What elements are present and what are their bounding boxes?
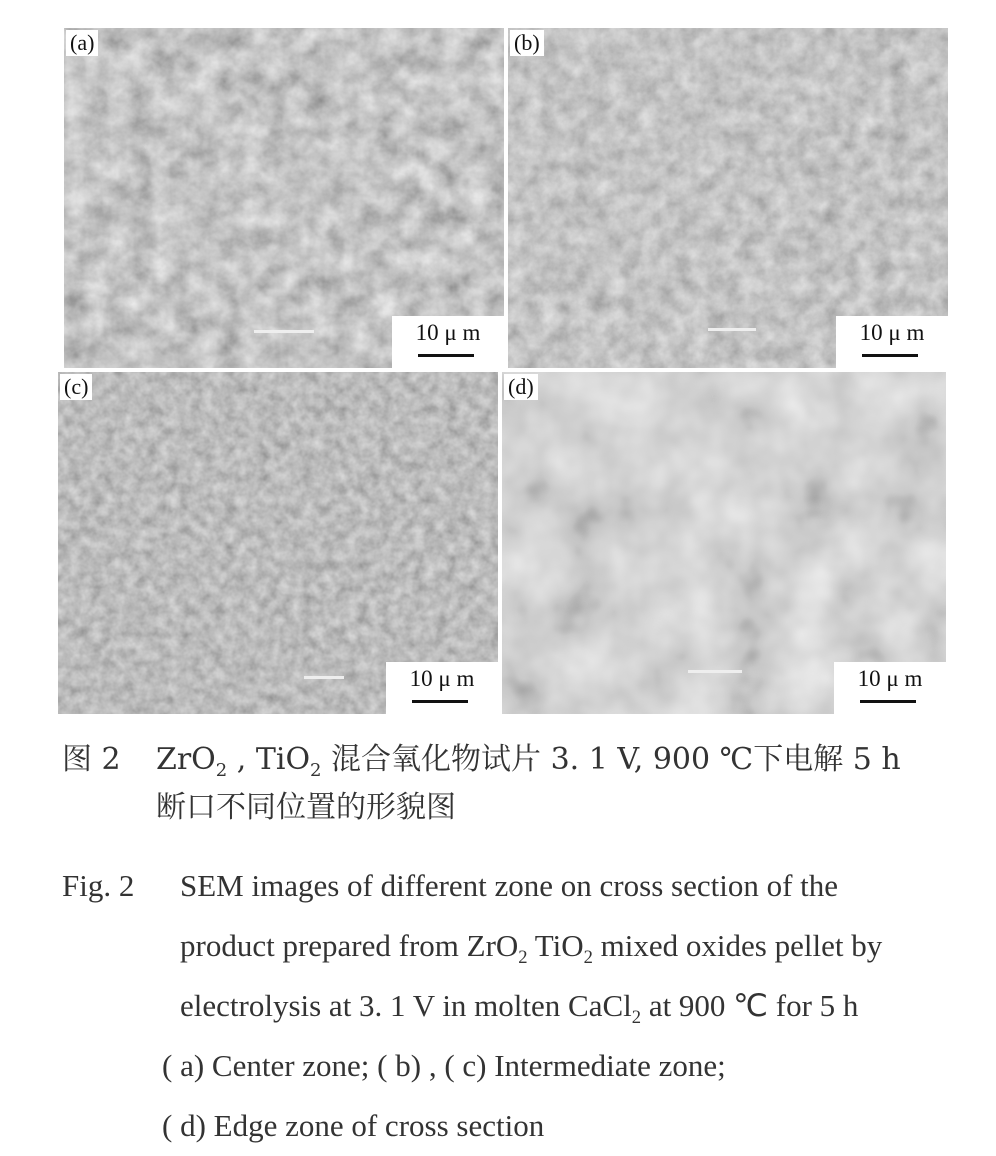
caption-cn-text-1b: , TiO xyxy=(227,742,311,777)
embedded-scale-bar xyxy=(708,328,756,331)
caption-english xyxy=(62,856,952,1156)
caption-cn-sub-1: 2 xyxy=(215,760,228,781)
caption-en-line-3 xyxy=(62,976,952,1036)
caption-en-sub-2b: 2 xyxy=(583,947,593,969)
scale-box-c xyxy=(386,662,498,714)
caption-en-text-1: SEM images of different zone on cross section of the xyxy=(180,868,839,903)
embedded-scale-bar xyxy=(304,676,344,679)
caption-en-sub-2a: 2 xyxy=(518,947,528,969)
caption-en-text-3a: electrolysis at 3. 1 V in molten CaCl xyxy=(180,988,632,1023)
panel-label-a: (a) xyxy=(66,30,98,56)
scale-bar-b xyxy=(862,354,918,357)
sem-panel-a xyxy=(64,28,504,368)
caption-en-text-2a: product prepared from ZrO xyxy=(180,928,519,963)
caption-en-line-2 xyxy=(62,916,952,976)
scale-box-d xyxy=(834,662,946,714)
caption-cn-line-1 xyxy=(62,736,952,784)
caption-cn-line-2: 断口不同位置的形貌图 xyxy=(156,790,456,825)
sem-panel-d xyxy=(502,372,946,714)
panel-label-d: (d) xyxy=(504,374,538,400)
caption-cn-text-1a: ZrO xyxy=(156,742,216,777)
sem-figure xyxy=(58,28,948,714)
caption-en-text-2b: TiO xyxy=(527,928,584,963)
caption-en-sub-3: 2 xyxy=(631,1007,642,1029)
panel-label-b: (b) xyxy=(510,30,544,56)
embedded-scale-bar xyxy=(254,330,314,333)
scale-label-b: 10 μ m xyxy=(859,320,925,345)
scale-label-d: 10 μ m xyxy=(857,666,923,691)
sem-panel-b xyxy=(508,28,948,368)
caption-en-text-2c: mixed oxides pellet by xyxy=(592,928,883,963)
caption-cn-sub-2: 2 xyxy=(310,760,322,781)
caption-en-text-3b: at 900 ℃ for 5 h xyxy=(641,988,859,1023)
embedded-scale-bar xyxy=(688,670,742,673)
scale-bar-a xyxy=(418,354,474,357)
caption-en-line-1 xyxy=(62,856,952,916)
caption-cn-text-1c: 混合氧化物试片 3. 1 V, 900 ℃下电解 5 h xyxy=(321,742,901,777)
scale-box-b xyxy=(836,316,948,368)
caption-en-line-4: ( a) Center zone; ( b) , ( c) Intermediate zone; xyxy=(162,1048,726,1083)
caption-cn-number: 图 2 xyxy=(62,742,121,777)
scale-bar-c xyxy=(412,700,468,703)
caption-en-number: Fig. 2 xyxy=(62,868,135,903)
scale-bar-d xyxy=(860,700,916,703)
scale-label-a: 10 μ m xyxy=(415,320,481,345)
scale-box-a xyxy=(392,316,504,368)
caption-en-line-5: ( d) Edge zone of cross section xyxy=(162,1108,545,1143)
sem-panel-c xyxy=(58,372,498,714)
panel-label-c: (c) xyxy=(60,374,92,400)
caption-chinese xyxy=(62,736,952,832)
scale-label-c: 10 μ m xyxy=(409,666,475,691)
